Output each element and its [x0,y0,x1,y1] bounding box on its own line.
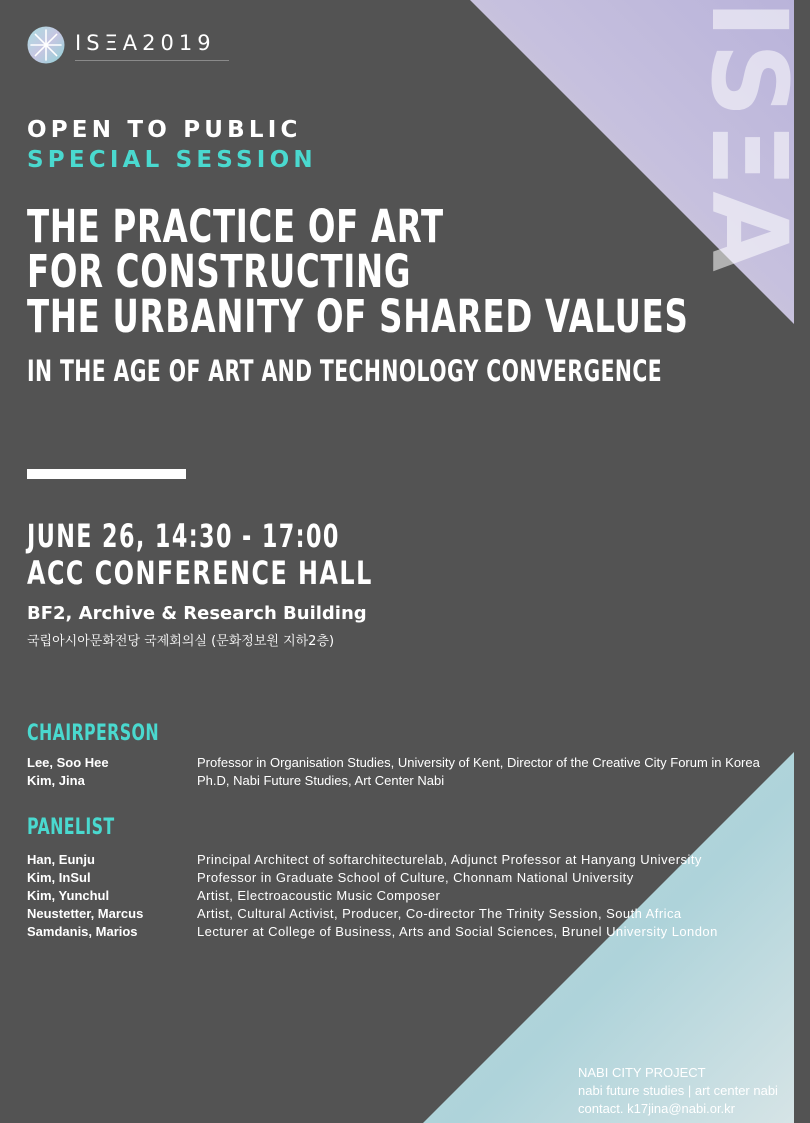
list-item [27,923,794,941]
starburst-circle-icon [27,26,65,64]
person-name: Han, Eunju [27,852,95,867]
panelist-list [27,851,794,941]
title-line-2: FOR CONSTRUCTING [27,245,412,298]
person-name: Kim, InSul [27,870,91,885]
person-role: Professor in Organisation Studies, University of Kent, Director of the Creative City Forum in Korea [197,755,760,770]
logo-text: ISΞA2019 [75,31,216,55]
person-role: Ph.D, Nabi Future Studies, Art Center Nabi [197,773,445,788]
list-item [27,772,794,790]
title-line-3: THE URBANITY OF SHARED VALUES [27,290,689,343]
watermark [688,0,810,280]
event-datetime: JUNE 26, 14:30 - 17:00 [27,517,340,555]
list-item [27,869,794,887]
list-item [27,887,794,905]
watermark-text: ISΞA [688,0,810,276]
person-role: Lecturer at College of Business, Arts and Social Sciences, Brunel University London [197,924,718,939]
person-role: Professor in Graduate School of Culture, Chonnam National University [197,870,634,885]
footer-contact: contact. k17jina@nabi.or.kr [578,1101,736,1116]
footer-organizers: nabi future studies | art center nabi [578,1083,778,1098]
person-role: Principal Architect of softarchitecturelab, Adjunct Professor at Hanyang University [197,852,702,867]
event-building-korean: 국립아시아문화전당 국제회의실 (문화정보원 지하2층) [27,634,335,649]
chairperson-list [27,754,794,790]
footer-project: NABI CITY PROJECT [578,1065,706,1080]
footer [578,1064,794,1118]
event-title [27,200,689,343]
divider-bar [27,469,186,479]
special-session-label: SPECIAL SESSION [27,147,317,173]
person-name: Kim, Yunchul [27,888,110,903]
person-name: Lee, Soo Hee [27,755,109,770]
list-item [27,851,794,869]
person-name: Samdanis, Marios [27,924,138,939]
chairperson-heading: CHAIRPERSON [27,721,159,746]
list-item [27,754,794,772]
person-role: Artist, Cultural Activist, Producer, Co-director The Trinity Session, South Africa [197,906,682,921]
logo [27,26,232,64]
event-subtitle: IN THE AGE OF ART AND TECHNOLOGY CONVERGENCE [27,354,663,388]
person-role: Artist, Electroacoustic Music Composer [197,888,441,903]
title-line-1: THE PRACTICE OF ART [27,200,444,253]
person-name: Neustetter, Marcus [27,906,144,921]
panelist-heading: PANELIST [27,815,115,840]
person-name: Kim, Jina [27,773,85,788]
event-building: BF2, Archive & Research Building [27,603,367,624]
list-item [27,905,794,923]
open-to-public-label: OPEN TO PUBLIC [27,117,302,143]
logo-underline [75,60,229,61]
event-venue: ACC CONFERENCE HALL [27,554,373,592]
